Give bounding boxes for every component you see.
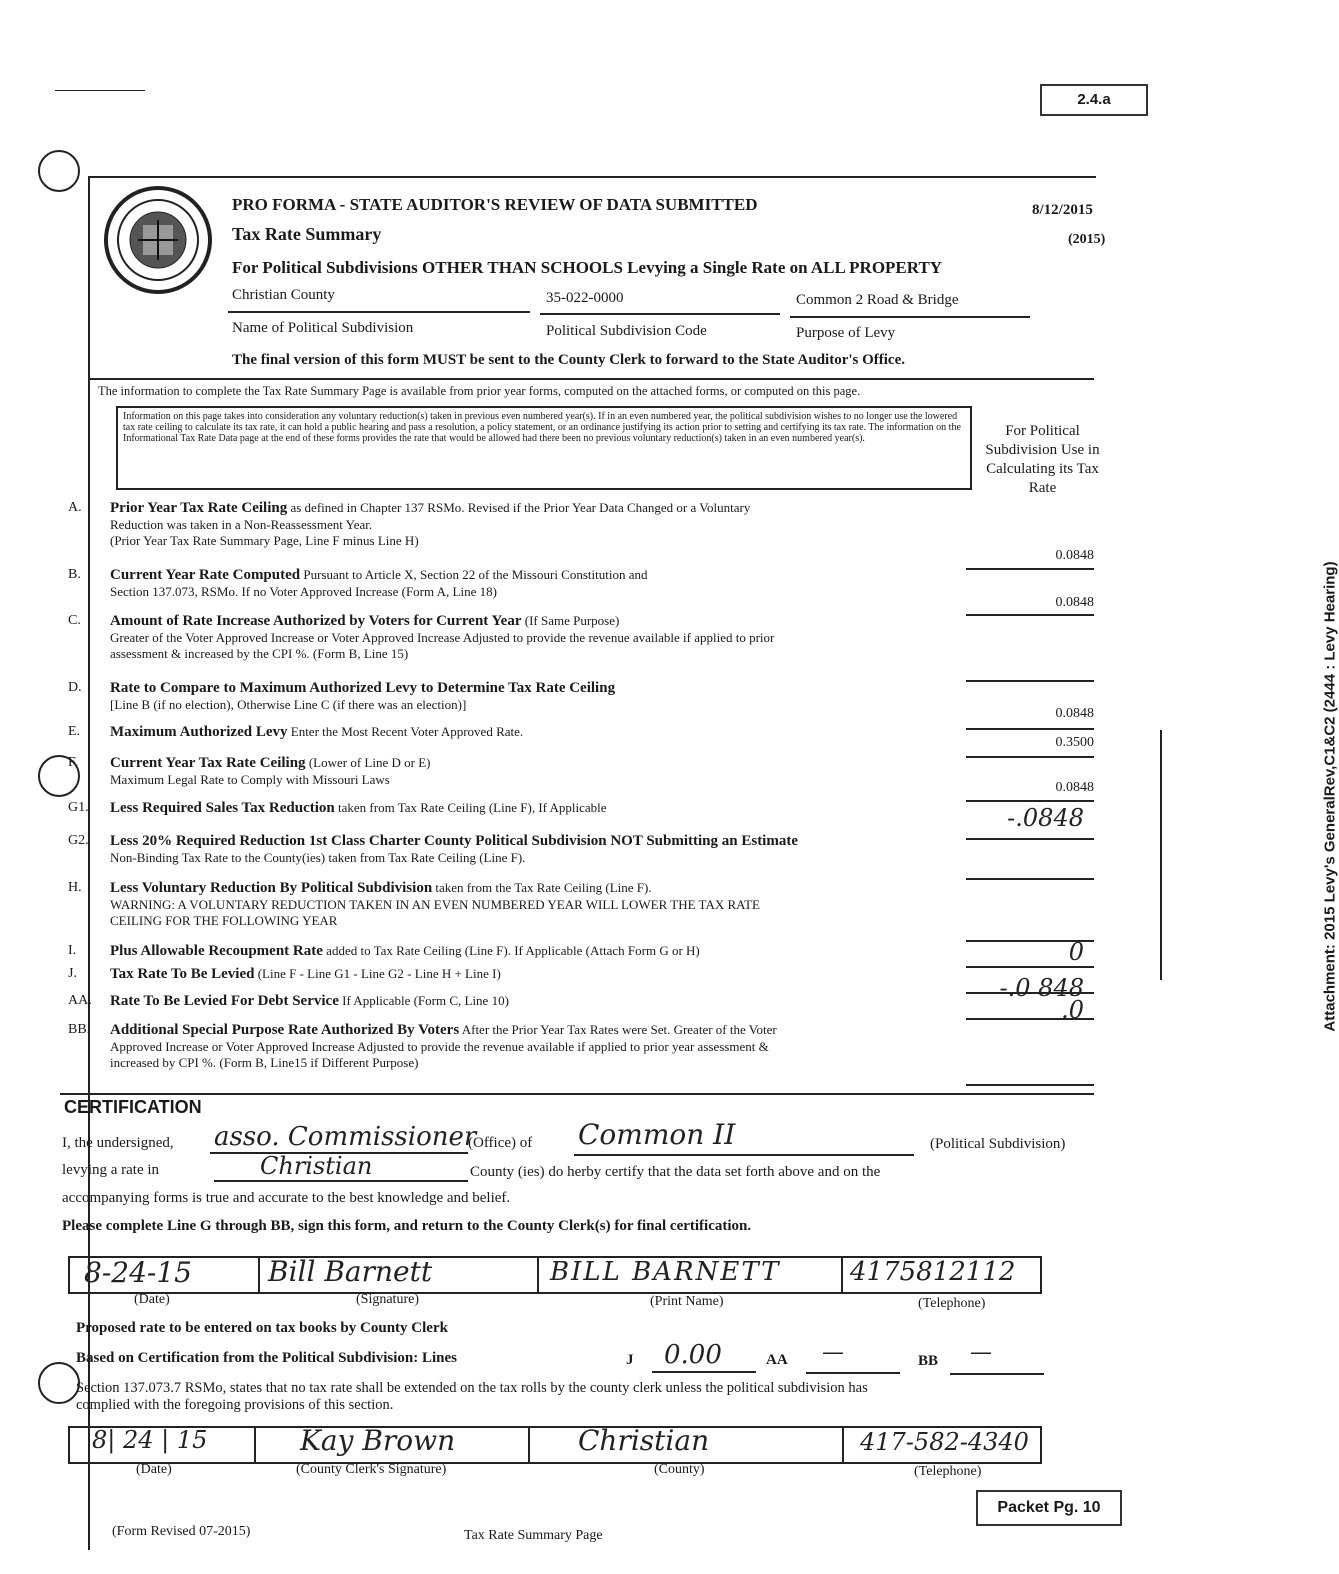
line-text — [110, 833, 960, 866]
cert-divider-2 — [537, 1256, 539, 1294]
clerk-statute-2: complied with the foregoing provisions of this section. — [76, 1397, 394, 1413]
label-subdivision-code: Political Subdivision Code — [546, 323, 707, 339]
line-letter: G2. — [68, 833, 89, 848]
line-description: After the Prior Year Tax Rates were Set. Greater of the Voter — [459, 1022, 777, 1037]
line-letter: D. — [68, 680, 82, 695]
cert-label-signature: (Signature) — [356, 1292, 419, 1307]
cert-divider-1 — [258, 1256, 260, 1294]
line-text — [110, 943, 960, 960]
line-text — [110, 993, 960, 1010]
value-underline — [966, 1084, 1094, 1086]
clerk-label-county: (County) — [654, 1462, 705, 1477]
notice-text: Information on this page takes into consideration any voluntary reduction(s) taken in previous even numbered year(s). If in an even numbered year, the political subdivision wishes to no longer use the lowered tax rate ceiling to calculate its tax rate, it can hold a public hearing and pass a resolution, a policy statement, or an ordinance justifying its action prior to setting and certifying its tax rate. The information on the Informational Tax Rate Data page at the end of these forms provides the rate that would be allowed had there been no previous voluntary reduction(s) taken in an even numbered year(s). — [123, 411, 961, 444]
value-underline — [966, 966, 1094, 968]
line-text — [110, 880, 960, 929]
packet-page-tag: Packet Pg. 10 — [976, 1490, 1122, 1526]
header-divider — [88, 378, 1094, 380]
scan-mark — [55, 90, 145, 91]
clerk-county-handwritten[interactable]: Christian — [578, 1424, 710, 1457]
line-title: Prior Year Tax Rate Ceiling — [110, 500, 288, 516]
line-text — [110, 800, 960, 817]
cert-text-3: accompanying forms is true and accurate to the best knowledge and belief. — [62, 1190, 511, 1206]
line-title: Less 20% Required Reduction 1st Class Charter County Political Subdivision NOT Submitting an Estimate — [110, 833, 799, 849]
cert-label-date: (Date) — [134, 1292, 170, 1307]
underline-name — [228, 311, 530, 313]
form-scope: For Political Subdivisions OTHER THAN SCHOOLS Levying a Single Rate on ALL PROPERTY — [232, 258, 943, 277]
clerk-bb-underline — [950, 1373, 1044, 1375]
notice-box — [116, 406, 972, 490]
clerk-bb-value[interactable]: — — [970, 1340, 992, 1365]
punch-hole-bottom — [38, 1362, 80, 1404]
line-description-continued: WARNING: A VOLUNTARY REDUCTION TAKEN IN AN EVEN NUMBERED YEAR WILL LOWER THE TAX RATE — [110, 897, 760, 912]
clerk-divider-1 — [254, 1426, 256, 1464]
cert-text-2b: County (ies) do herby certify that the data set forth above and on the — [470, 1164, 881, 1180]
line-description: taken from Tax Rate Ceiling (Line F), If Applicable — [334, 800, 607, 815]
line-description-continued: Reduction was taken in a Non-Reassessment Year. — [110, 517, 373, 532]
line-description-continued: Maximum Legal Rate to Comply with Missouri Laws — [110, 772, 390, 787]
line-text — [110, 680, 960, 713]
line-description: as defined in Chapter 137 RSMo. Revised if the Prior Year Data Changed or a Voluntary — [287, 500, 751, 515]
value-underline — [966, 838, 1094, 840]
cert-divider-3 — [841, 1256, 843, 1294]
attachment-label: Attachment: 2015 Levy's GeneralRev,C1&C2 (2444 : Levy Hearing) — [1321, 561, 1339, 1032]
cert-instruction: Please complete Line G through BB, sign this form, and return to the County Clerk(s) for final certification. — [62, 1218, 752, 1234]
clerk-aa-label: AA — [766, 1352, 788, 1368]
cert-text-1b: (Office) of — [468, 1135, 533, 1151]
clerk-telephone-handwritten[interactable]: 417-582-4340 — [860, 1428, 1029, 1456]
county-handwritten[interactable]: Christian — [260, 1152, 373, 1180]
line-description-continued: Non-Binding Tax Rate to the County(ies) taken from Tax Rate Ceiling (Line F). — [110, 850, 526, 865]
reference-tag: 2.4.a — [1040, 84, 1148, 116]
line-title: Additional Special Purpose Rate Authorized By Voters — [110, 1022, 460, 1038]
line-description-continued: Section 137.073, RSMo. If no Voter Approved Increase (Form A, Line 18) — [110, 584, 497, 599]
clerk-label-phone: (Telephone) — [914, 1464, 982, 1479]
clerk-aa-value[interactable]: — — [822, 1340, 844, 1365]
footer-revised: (Form Revised 07-2015) — [112, 1524, 251, 1539]
line-title: Rate to Compare to Maximum Authorized Levy to Determine Tax Rate Ceiling — [110, 680, 616, 696]
subdivision-name: Christian County — [232, 287, 335, 303]
cert-label-phone: (Telephone) — [918, 1296, 986, 1311]
line-title: Current Year Tax Rate Ceiling — [110, 755, 306, 771]
line-text — [110, 755, 960, 788]
value-underline — [966, 878, 1094, 880]
clerk-statute: Section 137.073.7 RSMo, states that no tax rate shall be extended on the tax rolls by the county clerk unless the political subdivision has — [76, 1380, 868, 1396]
line-description: (Line F - Line G1 - Line G2 - Line H + Line I) — [254, 966, 501, 981]
line-description: Pursuant to Article X, Section 22 of the Missouri Constitution and — [300, 567, 648, 582]
clerk-aa-underline — [806, 1372, 900, 1374]
levy-purpose: Common 2 Road & Bridge — [796, 292, 959, 308]
cert-signature-handwritten[interactable]: Bill Barnett — [268, 1255, 433, 1288]
line-description: (If Same Purpose) — [521, 613, 620, 628]
line-value[interactable]: -.0 848 — [999, 974, 1084, 1002]
line-text — [110, 567, 960, 600]
clerk-label-signature: (County Clerk's Signature) — [296, 1462, 447, 1477]
subdivision-underline — [574, 1154, 914, 1156]
line-value[interactable]: 0.0848 — [1055, 706, 1094, 721]
line-letter: H. — [68, 880, 82, 895]
line-description: added to Tax Rate Ceiling (Line F). If Applicable (Attach Form G or H) — [322, 943, 700, 958]
line-title: Tax Rate To Be Levied — [110, 966, 255, 982]
line-text — [110, 1022, 960, 1071]
form-year: (2015) — [1068, 232, 1106, 247]
line-letter: B. — [68, 567, 81, 582]
cert-date-handwritten[interactable]: 8-24-15 — [84, 1256, 192, 1289]
value-underline — [966, 680, 1094, 682]
line-description: Enter the Most Recent Voter Approved Rate. — [287, 724, 524, 739]
certification-divider — [60, 1093, 1094, 1095]
subdivision-code: 35-022-0000 — [546, 290, 624, 306]
line-letter: I. — [68, 943, 77, 958]
line-text — [110, 966, 960, 983]
column-header: For Political Subdivision Use in Calculating its Tax Rate — [985, 423, 1100, 496]
cert-text-2a: levying a rate in — [62, 1162, 160, 1178]
line-title: Current Year Rate Computed — [110, 567, 301, 583]
line-description-continued: (Prior Year Tax Rate Summary Page, Line F minus Line H) — [110, 533, 419, 548]
clerk-bb-label: BB — [918, 1353, 939, 1369]
line-title: Plus Allowable Recoupment Rate — [110, 943, 323, 959]
line-description-continued: assessment & increased by the CPI %. (Form B, Line 15) — [110, 646, 409, 661]
line-description: taken from the Tax Rate Ceiling (Line F). — [432, 880, 652, 895]
clerk-divider-2 — [528, 1426, 530, 1464]
clerk-j-underline — [652, 1371, 756, 1373]
line-letter: BB. — [68, 1022, 91, 1037]
cert-label-print: (Print Name) — [650, 1294, 724, 1309]
line-letter: F. — [68, 755, 79, 770]
side-rule — [1160, 730, 1162, 980]
line-title: Less Voluntary Reduction By Political Subdivision — [110, 880, 433, 896]
underline-purpose — [790, 316, 1030, 318]
line-text — [110, 500, 960, 549]
cert-print-name-handwritten[interactable]: BILL BARNETT — [550, 1257, 781, 1287]
line-description-continued: increased by CPI %. (Form B, Line15 if Different Purpose) — [110, 1055, 419, 1070]
line-description-continued: CEILING FOR THE FOLLOWING YEAR — [110, 913, 338, 928]
line-text — [110, 613, 960, 662]
line-title: Rate To Be Levied For Debt Service — [110, 993, 339, 1009]
footer-page-name: Tax Rate Summary Page — [464, 1528, 603, 1543]
line-title: Less Required Sales Tax Reduction — [110, 800, 335, 816]
cert-telephone-handwritten[interactable]: 4175812112 — [850, 1257, 1016, 1287]
clerk-j-label: J — [626, 1352, 634, 1368]
form-subtitle: Tax Rate Summary — [232, 224, 382, 244]
line-value[interactable]: 0.0848 — [1055, 548, 1094, 563]
subdivision-handwritten[interactable]: Common II — [578, 1118, 736, 1151]
clerk-based-on: Based on Certification from the Political Subdivision: Lines — [76, 1350, 457, 1366]
underline-code — [540, 313, 780, 315]
line-value[interactable]: 0 — [1068, 938, 1084, 966]
line-letter: G1. — [68, 800, 89, 815]
line-title: Maximum Authorized Levy — [110, 724, 288, 740]
line-letter: A. — [68, 500, 82, 515]
line-description-continued: Greater of the Voter Approved Increase or Voter Approved Increase Adjusted to provide the revenue available if applied to prior — [110, 630, 775, 645]
value-underline — [966, 756, 1094, 758]
clerk-label-date: (Date) — [136, 1462, 172, 1477]
line-value[interactable]: 0.0848 — [1055, 595, 1094, 610]
certification-heading: CERTIFICATION — [64, 1097, 202, 1117]
cert-text-1c: (Political Subdivision) — [930, 1136, 1066, 1152]
clerk-date-handwritten[interactable]: 8| 24 | 15 — [92, 1426, 208, 1454]
county-underline — [214, 1180, 468, 1182]
clerk-divider-3 — [842, 1426, 844, 1464]
punch-hole-top — [38, 150, 80, 192]
clerk-proposed: Proposed rate to be entered on tax books by County Clerk — [76, 1320, 448, 1336]
line-description: (Lower of Line D or E) — [305, 755, 431, 770]
line-description-continued: Approved Increase or Voter Approved Increase Adjusted to provide the revenue available if applied to prior year assessment & — [110, 1039, 769, 1054]
line-value[interactable]: 0.3500 — [1055, 735, 1094, 750]
office-handwritten[interactable]: asso. Commissioner — [214, 1122, 477, 1152]
line-description: If Applicable (Form C, Line 10) — [338, 993, 509, 1008]
value-underline — [966, 728, 1094, 730]
state-auditor-seal — [98, 185, 218, 295]
form-date: 8/12/2015 — [1032, 202, 1093, 218]
clerk-signature-handwritten[interactable]: Kay Brown — [300, 1424, 456, 1457]
value-underline — [966, 568, 1094, 570]
line-letter: E. — [68, 724, 81, 739]
form-title: PRO FORMA - STATE AUDITOR'S REVIEW OF DATA SUBMITTED — [232, 195, 758, 214]
final-notice: The final version of this form MUST be sent to the County Clerk to forward to the State Auditor's Office. — [232, 352, 906, 368]
line-text — [110, 724, 960, 741]
clerk-j-value[interactable]: 0.00 — [664, 1340, 722, 1370]
value-underline — [966, 800, 1094, 802]
line-description-continued: [Line B (if no election), Otherwise Line C (if there was an election)] — [110, 697, 467, 712]
line-value[interactable]: 0.0848 — [1055, 780, 1094, 795]
intro-text: The information to complete the Tax Rate Summary Page is available from prior year forms, computed on the attached forms, or computed on this page. — [98, 384, 861, 398]
value-underline — [966, 614, 1094, 616]
line-title: Amount of Rate Increase Authorized by Voters for Current Year — [110, 613, 522, 629]
label-levy-purpose: Purpose of Levy — [796, 325, 896, 341]
line-letter: C. — [68, 613, 81, 628]
line-value[interactable]: .0 — [1061, 996, 1084, 1024]
label-subdivision-name: Name of Political Subdivision — [232, 320, 414, 336]
line-letter: J. — [68, 966, 77, 981]
line-value[interactable]: -.0848 — [1007, 804, 1084, 832]
cert-text-1a: I, the undersigned, — [62, 1135, 174, 1151]
line-letter: AA. — [68, 993, 92, 1008]
